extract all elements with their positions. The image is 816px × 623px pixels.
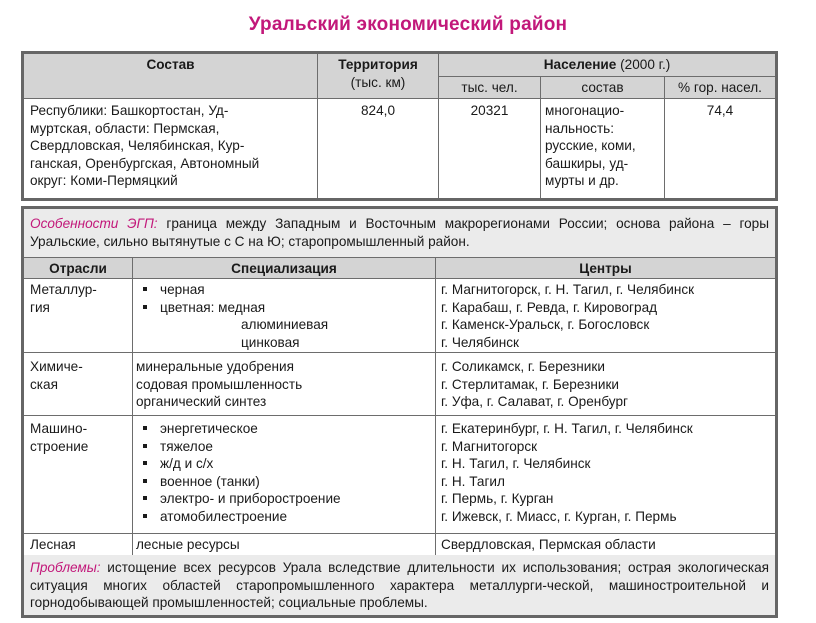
pop-urban-value: 74,4	[706, 103, 734, 118]
pop-count-value: 20321	[470, 103, 509, 118]
spec-item-text: черная	[160, 282, 205, 297]
territory-value: 824,0	[360, 103, 396, 118]
centers-machine-building	[441, 420, 775, 525]
problems-text: истощение всех ресурсов Урала вследствие длительности их использования; острая экологическая ситуация многих областей старопромышленного характера металлурги-ческой, машиностроительной и горнодобывающей промышленностей; социальные проблемы.	[30, 560, 769, 610]
header-centers: Центры	[579, 261, 632, 276]
spec-chemical	[136, 358, 434, 411]
bullet-icon	[143, 287, 147, 291]
pop-composition-line: мурты и др.	[545, 173, 619, 188]
egp-paragraph	[30, 215, 769, 250]
bullet-icon	[143, 305, 147, 309]
composition-line: ганская, Оренбургская, Автономный	[30, 155, 260, 171]
egp-label: Особенности ЭГП:	[30, 216, 158, 231]
center-line: г. Магнитогорск	[441, 438, 538, 454]
branch-line: гия	[30, 299, 50, 315]
spec-item-text: органический синтез	[136, 394, 267, 409]
page-title: Уральский экономический район	[248, 14, 568, 35]
header-territory	[318, 56, 438, 91]
branch-line: строение	[30, 438, 89, 454]
header-population-label: Население	[543, 57, 617, 72]
spec-forestry	[136, 536, 434, 554]
pop-composition-cell	[545, 102, 663, 190]
bullet-icon	[143, 514, 147, 518]
spec-item-text: военное (танки)	[160, 473, 260, 489]
pop-composition-line: нальность:	[545, 120, 615, 136]
spec-item-text: энергетическое	[160, 421, 258, 436]
problems-label: Проблемы:	[30, 560, 101, 575]
spec-item	[136, 490, 434, 508]
pop-composition-line: башкиры, уд-	[545, 155, 629, 171]
composition-line: муртская, области: Пермская,	[30, 120, 220, 136]
center-line: г. Уфа, г. Салават, г. Оренбург	[441, 394, 628, 409]
spec-item	[136, 455, 434, 473]
center-line: г. Соликамск, г. Березники	[441, 359, 605, 374]
composition-line: Свердловская, Челябинская, Кур-	[30, 138, 245, 153]
spec-item-text: атомобилестроение	[160, 508, 288, 524]
header-population	[439, 56, 775, 74]
spec-item-text: алюминиевая	[241, 317, 329, 332]
spec-item	[136, 508, 434, 526]
branch-line: Лесная	[30, 537, 76, 552]
branch-line: ская	[30, 376, 58, 392]
centers-metallurgy	[441, 281, 775, 351]
center-line: г. Каменск-Уральск, г. Богословск	[441, 317, 650, 332]
center-line: г. Екатеринбург, г. Н. Тагил, г. Челябинск	[441, 421, 693, 436]
industry-table	[21, 206, 778, 618]
center-line: г. Ижевск, г. Миасс, г. Курган, г. Пермь	[441, 508, 677, 524]
problems-paragraph	[30, 559, 769, 612]
header-territory-unit: (тыс. км)	[350, 74, 406, 90]
bullet-icon	[143, 444, 147, 448]
center-line: г. Н. Тагил	[441, 473, 505, 489]
header-branches: Отрасли	[49, 261, 107, 276]
bullet-icon	[143, 426, 147, 430]
composition-cell	[30, 102, 316, 190]
spec-item-text: электро- и приборостроение	[160, 491, 341, 506]
bullet-icon	[143, 479, 147, 483]
region-summary-table	[21, 51, 778, 201]
spec-item-text: минеральные удобрения	[136, 359, 294, 374]
header-pop-urban: % гор. насел.	[678, 80, 762, 95]
bullet-icon	[143, 496, 147, 500]
bullet-icon	[143, 461, 147, 465]
branch-line: Машино-	[30, 421, 88, 436]
egp-text: граница между Западным и Восточным макрорегионами России; основа района – горы Уральские, сильно вытянутые с С на Ю; старопромышленный район.	[30, 216, 769, 249]
pop-composition-line: русские, коми,	[545, 138, 636, 153]
header-composition: Состав	[146, 57, 195, 72]
spec-item	[136, 299, 434, 317]
spec-item	[136, 438, 434, 456]
spec-item-text: содовая промышленность	[136, 376, 303, 392]
spec-item	[136, 420, 434, 438]
spec-item	[136, 334, 434, 352]
header-population-year: (2000 г.)	[616, 57, 671, 72]
spec-item-text: ж/д и с/х	[160, 456, 214, 471]
centers-chemical	[441, 358, 775, 411]
header-pop-count: тыс. чел.	[461, 80, 518, 95]
composition-line: округ: Коми-Пермяцкий	[30, 173, 178, 188]
spec-item-text: тяжелое	[160, 438, 213, 454]
pop-composition-line: многонацио-	[545, 103, 625, 118]
branch-forestry	[30, 536, 130, 554]
centers-forestry	[441, 536, 775, 554]
spec-metallurgy	[136, 281, 434, 351]
center-line: г. Карабаш, г. Ревда, г. Кировоград	[441, 299, 658, 315]
branch-line: Химиче-	[30, 359, 83, 374]
spec-item	[136, 316, 434, 334]
spec-item-text: лесные ресурсы	[136, 537, 240, 552]
branch-line: Металлур-	[30, 282, 97, 297]
center-line: г. Челябинск	[441, 334, 519, 350]
branch-metallurgy	[30, 281, 130, 316]
center-line: г. Стерлитамак, г. Березники	[441, 376, 619, 392]
center-line: г. Н. Тагил, г. Челябинск	[441, 456, 591, 471]
spec-item-text: цинковая	[241, 334, 300, 350]
center-line: г. Магнитогорск, г. Н. Тагил, г. Челябинск	[441, 282, 695, 297]
spec-machine-building	[136, 420, 434, 525]
branch-chemical	[30, 358, 130, 393]
spec-item	[136, 473, 434, 491]
center-line: Свердловская, Пермская области	[441, 537, 656, 552]
spec-item-text: цветная: медная	[160, 299, 266, 315]
header-specialization: Специализация	[231, 261, 337, 276]
spec-item	[136, 281, 434, 299]
header-territory-label: Территория	[338, 57, 418, 72]
composition-line: Республики: Башкортостан, Уд-	[30, 103, 229, 118]
branch-machine-building	[30, 420, 130, 455]
header-pop-composition: состав	[581, 80, 624, 95]
center-line: г. Пермь, г. Курган	[441, 491, 554, 506]
